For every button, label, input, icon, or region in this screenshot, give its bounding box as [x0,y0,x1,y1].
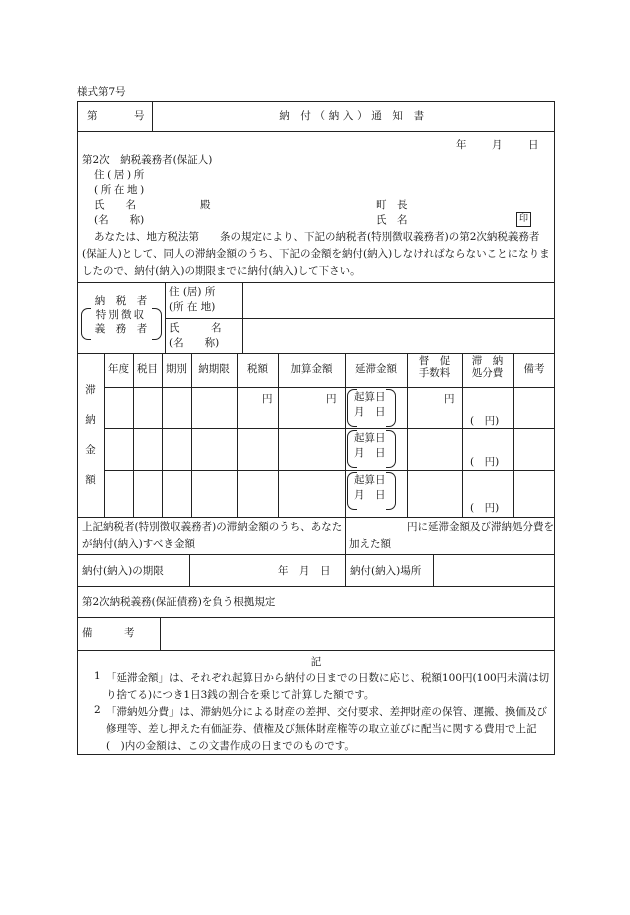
taxpayer-label-line2: 特別徴収 [95,309,147,321]
header-disposal-cost: 滞 納 処分費 [471,355,504,380]
header-tax-item: 税目 [137,363,158,375]
header-due-date: 納期限 [198,363,230,375]
document-title: 納 付（納入）通 知 書 [279,110,428,122]
row-2-bracket [386,430,396,468]
fee-yen-unit: 円 [444,393,455,405]
addressee-address-label: 住(居)所 [94,169,147,181]
note-1-number: 1 [94,670,101,682]
row-1-calc-start: 起算日 [354,391,386,403]
date-day: 日 [528,139,539,151]
taxpayer-name-label2: (名 称) [169,337,220,349]
notes-title: 記 [310,656,322,668]
arrears-label-3: 金 [85,444,96,456]
tax-yen-unit: 円 [262,393,273,405]
taxpayer-label-line1: 納 税 者 [94,295,148,307]
addressee-address-label2: (所在地) [94,184,147,196]
remarks-label: 備 考 [82,627,135,639]
header-late-fee-amount: 延滞金額 [355,363,397,375]
basis-label: 第2次納税義務(保証債務)を負う根拠規定 [82,596,276,608]
form-label: 様式第7号 [77,86,126,98]
taxpayer-address-label2: (所 在 地) [169,301,216,313]
note-2-number: 2 [94,704,101,716]
arrears-label-1: 滞 [85,384,96,396]
header-reminder-fee: 督 促 手数料 [418,355,451,380]
header-remarks: 備考 [523,363,545,375]
taxpayer-address-label: 住 (居) 所 [169,286,216,298]
note-1-text: 「延滞金額」は、それぞれ起算日から納付の日までの日数に応じ、税額100円(100円未満は切り捨てる)につき1日3銭の割合を乗じて計算した額です。 [106,672,550,701]
row-3-disposal-yen: ( 円) [470,502,500,514]
row-3-bracket [386,472,396,510]
number-suffix: 号 [134,110,145,122]
row-2-calc-start: 起算日 [354,432,386,444]
row-2-disposal-yen: ( 円) [470,456,500,468]
seal-mark: 印 [516,212,531,227]
deadline-label: 納付(納入)の期限 [82,565,164,577]
header-period: 期別 [166,363,187,375]
row-1-disposal-yen: ( 円) [470,415,500,427]
row-1-bracket [386,389,396,427]
row-3-month-day: 月 日 [354,489,386,501]
date-month: 月 [492,139,503,151]
taxpayer-label-line3: 義 務 者 [94,323,148,335]
header-tax-amount: 税額 [247,363,268,375]
arrears-label-2: 納 [85,414,96,426]
issuer-title: 町 長 [376,199,408,211]
notice-text: あなたは、地方税法第 条の規定により、下記の納税者(特別徴収義務者)の第2次納税義務者(保証人)として、同人の滞納金額のうち、下記の金額を納付(納入)しなければならないことになりましたので、納付(納入)の期限までに納付(納入)して下さい。 [82,231,550,277]
row-3-calc-start: 起算日 [354,474,386,486]
note-2-text: 「滞納処分費」は、滞納処分による財産の差押、交付要求、差押財産の保管、運搬、換価及び修理等、差し押えた有価証券、債権及び無体財産権等の取立並びに配当に関する費用で上記( )内の金額は、この文書作成の日までのものです。 [106,706,547,752]
row-2-month-day: 月 日 [354,447,386,459]
surcharge-yen-unit: 円 [326,393,337,405]
amount-description: 上記納税者(特別徴収義務者)の滞納金額のうち、あなたが納付(納入)すべき金額 [82,521,343,550]
addressee-name-label: 氏 名 [94,199,136,211]
row-1-month-day: 月 日 [354,406,386,418]
date-year: 年 [456,139,467,151]
number-prefix: 第 [87,110,98,122]
amount-addition-note: 円に延滞金額及び滞納処分費を加えた額 [349,521,554,550]
arrears-label-4: 額 [85,474,96,486]
header-surcharge-amount: 加算金額 [290,363,333,375]
addressee-heading: 第2次 納税義務者(保証人) [82,154,213,166]
addressee-name-label2: (名 称) [94,214,145,226]
header-fiscal-year: 年度 [108,363,129,375]
issuer-name-label: 氏 名 [376,214,408,226]
taxpayer-name-label: 氏 名 [169,322,222,334]
honorific: 殿 [200,199,211,211]
payment-place-label: 納付(納入)場所 [350,565,422,577]
deadline-date: 年 月 日 [278,565,331,577]
